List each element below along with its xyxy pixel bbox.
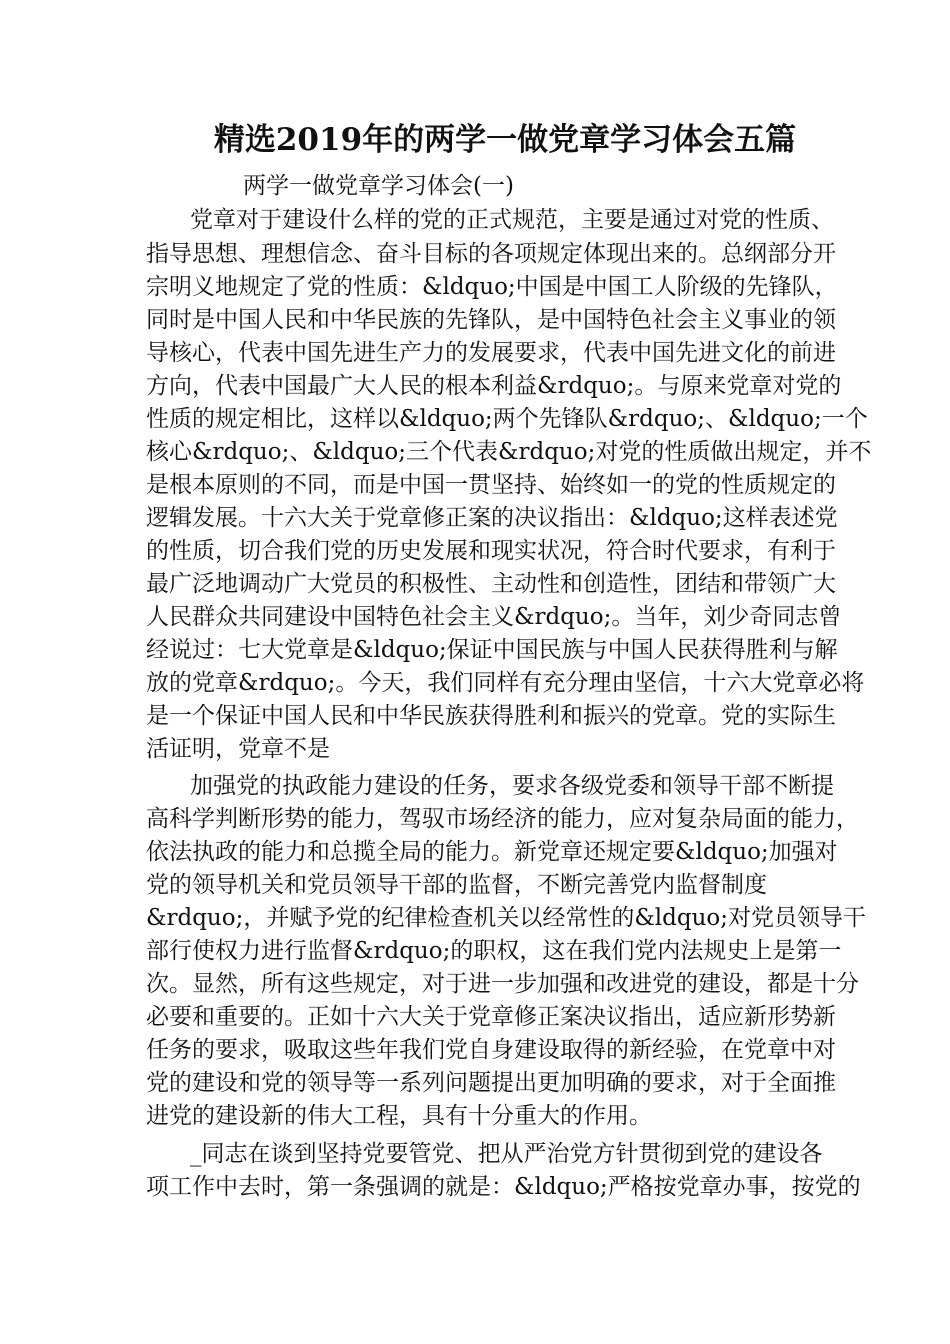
text-line: 导核心，代表中国先进生产力的发展要求，代表中国先进文化的前进 (146, 340, 836, 366)
text-line: 方向，代表中国最广大人民的根本利益&rdquo;。与原来党章对党的 (146, 373, 842, 399)
text-line: 指导思想、理想信念、奋斗目标的各项规定体现出来的。总纲部分开 (146, 241, 836, 267)
text-line: 逻辑发展。十六大关于党章修正案的决议指出：&ldquo;这样表述党 (146, 505, 838, 531)
text-line: 部行使权力进行监督&rdquo;的职权，这在我们党内法规史上是第一 (146, 938, 842, 964)
text-line: 人民群众共同建设中国特色社会主义&rdquo;。当年，刘少奇同志曾 (146, 604, 842, 630)
text-line: _同志在谈到坚持党要管党、把从严治党方针贯彻到党的建设各 (190, 1141, 823, 1167)
text-line: 加强党的执政能力建设的任务，要求各级党委和领导干部不断提 (190, 773, 834, 799)
text-line: 核心&rdquo;、&ldquo;三个代表&rdquo;对党的性质做出规定，并不 (146, 439, 872, 465)
document-title: 精选2019年的两学一做党章学习体会五篇 (213, 122, 797, 158)
text-line: 必要和重要的。正如十六大关于党章修正案决议指出，适应新形势新 (146, 1004, 836, 1030)
text-line: 活证明，党章不是 (146, 736, 330, 762)
text-line: 是一个保证中国人民和中华民族获得胜利和振兴的党章。党的实际生 (146, 703, 836, 729)
text-line: 党的建设和党的领导等一系列问题提出更加明确的要求，对于全面推 (146, 1070, 836, 1096)
text-line: 高科学判断形势的能力，驾驭市场经济的能力，应对复杂局面的能力， (146, 806, 859, 832)
text-line: 是根本原则的不同，而是中国一贯坚持、始终如一的党的性质规定的 (146, 472, 836, 498)
text-line: 次。显然，所有这些规定，对于进一步加强和改进党的建设，都是十分 (146, 971, 859, 997)
text-line: 任务的要求，吸取这些年我们党自身建设取得的新经验，在党章中对 (146, 1037, 836, 1063)
text-line: 宗明义地规定了党的性质：&ldquo;中国是中国工人阶级的先锋队， (146, 274, 838, 300)
text-line: 依法执政的能力和总揽全局的能力。新党章还规定要&ldquo;加强对 (146, 839, 838, 865)
text-line: 放的党章&rdquo;。今天，我们同样有充分理由坚信，十六大党章必将 (146, 670, 865, 696)
text-line: 党章对于建设什么样的党的正式规范，主要是通过对党的性质、 (190, 207, 834, 233)
text-line: &rdquo;，并赋予党的纪律检查机关以经常性的&ldquo;对党员领导干 (146, 905, 867, 931)
text-line: 同时是中国人民和中华民族的先锋队，是中国特色社会主义事业的领 (146, 307, 836, 333)
text-line: 进党的建设新的伟大工程，具有十分重大的作用。 (146, 1103, 652, 1129)
text-line: 最广泛地调动广大党员的积极性、主动性和创造性，团结和带领广大 (146, 571, 836, 597)
text-line: 经说过：七大党章是&ldquo;保证中国民族与中国人民获得胜利与解 (146, 637, 838, 663)
document-subtitle: 两学一做党章学习体会(一) (243, 173, 514, 199)
text-line: 项工作中去时，第一条强调的就是：&ldquo;严格按党章办事，按党的 (146, 1174, 861, 1200)
text-line: 性质的规定相比，这样以&ldquo;两个先锋队&rdquo;、&ldquo;一个 (146, 406, 868, 432)
text-line: 党的领导机关和党员领导干部的监督，不断完善党内监督制度 (146, 872, 767, 898)
text-line: 的性质，切合我们党的历史发展和现实状况，符合时代要求，有利于 (146, 538, 836, 564)
